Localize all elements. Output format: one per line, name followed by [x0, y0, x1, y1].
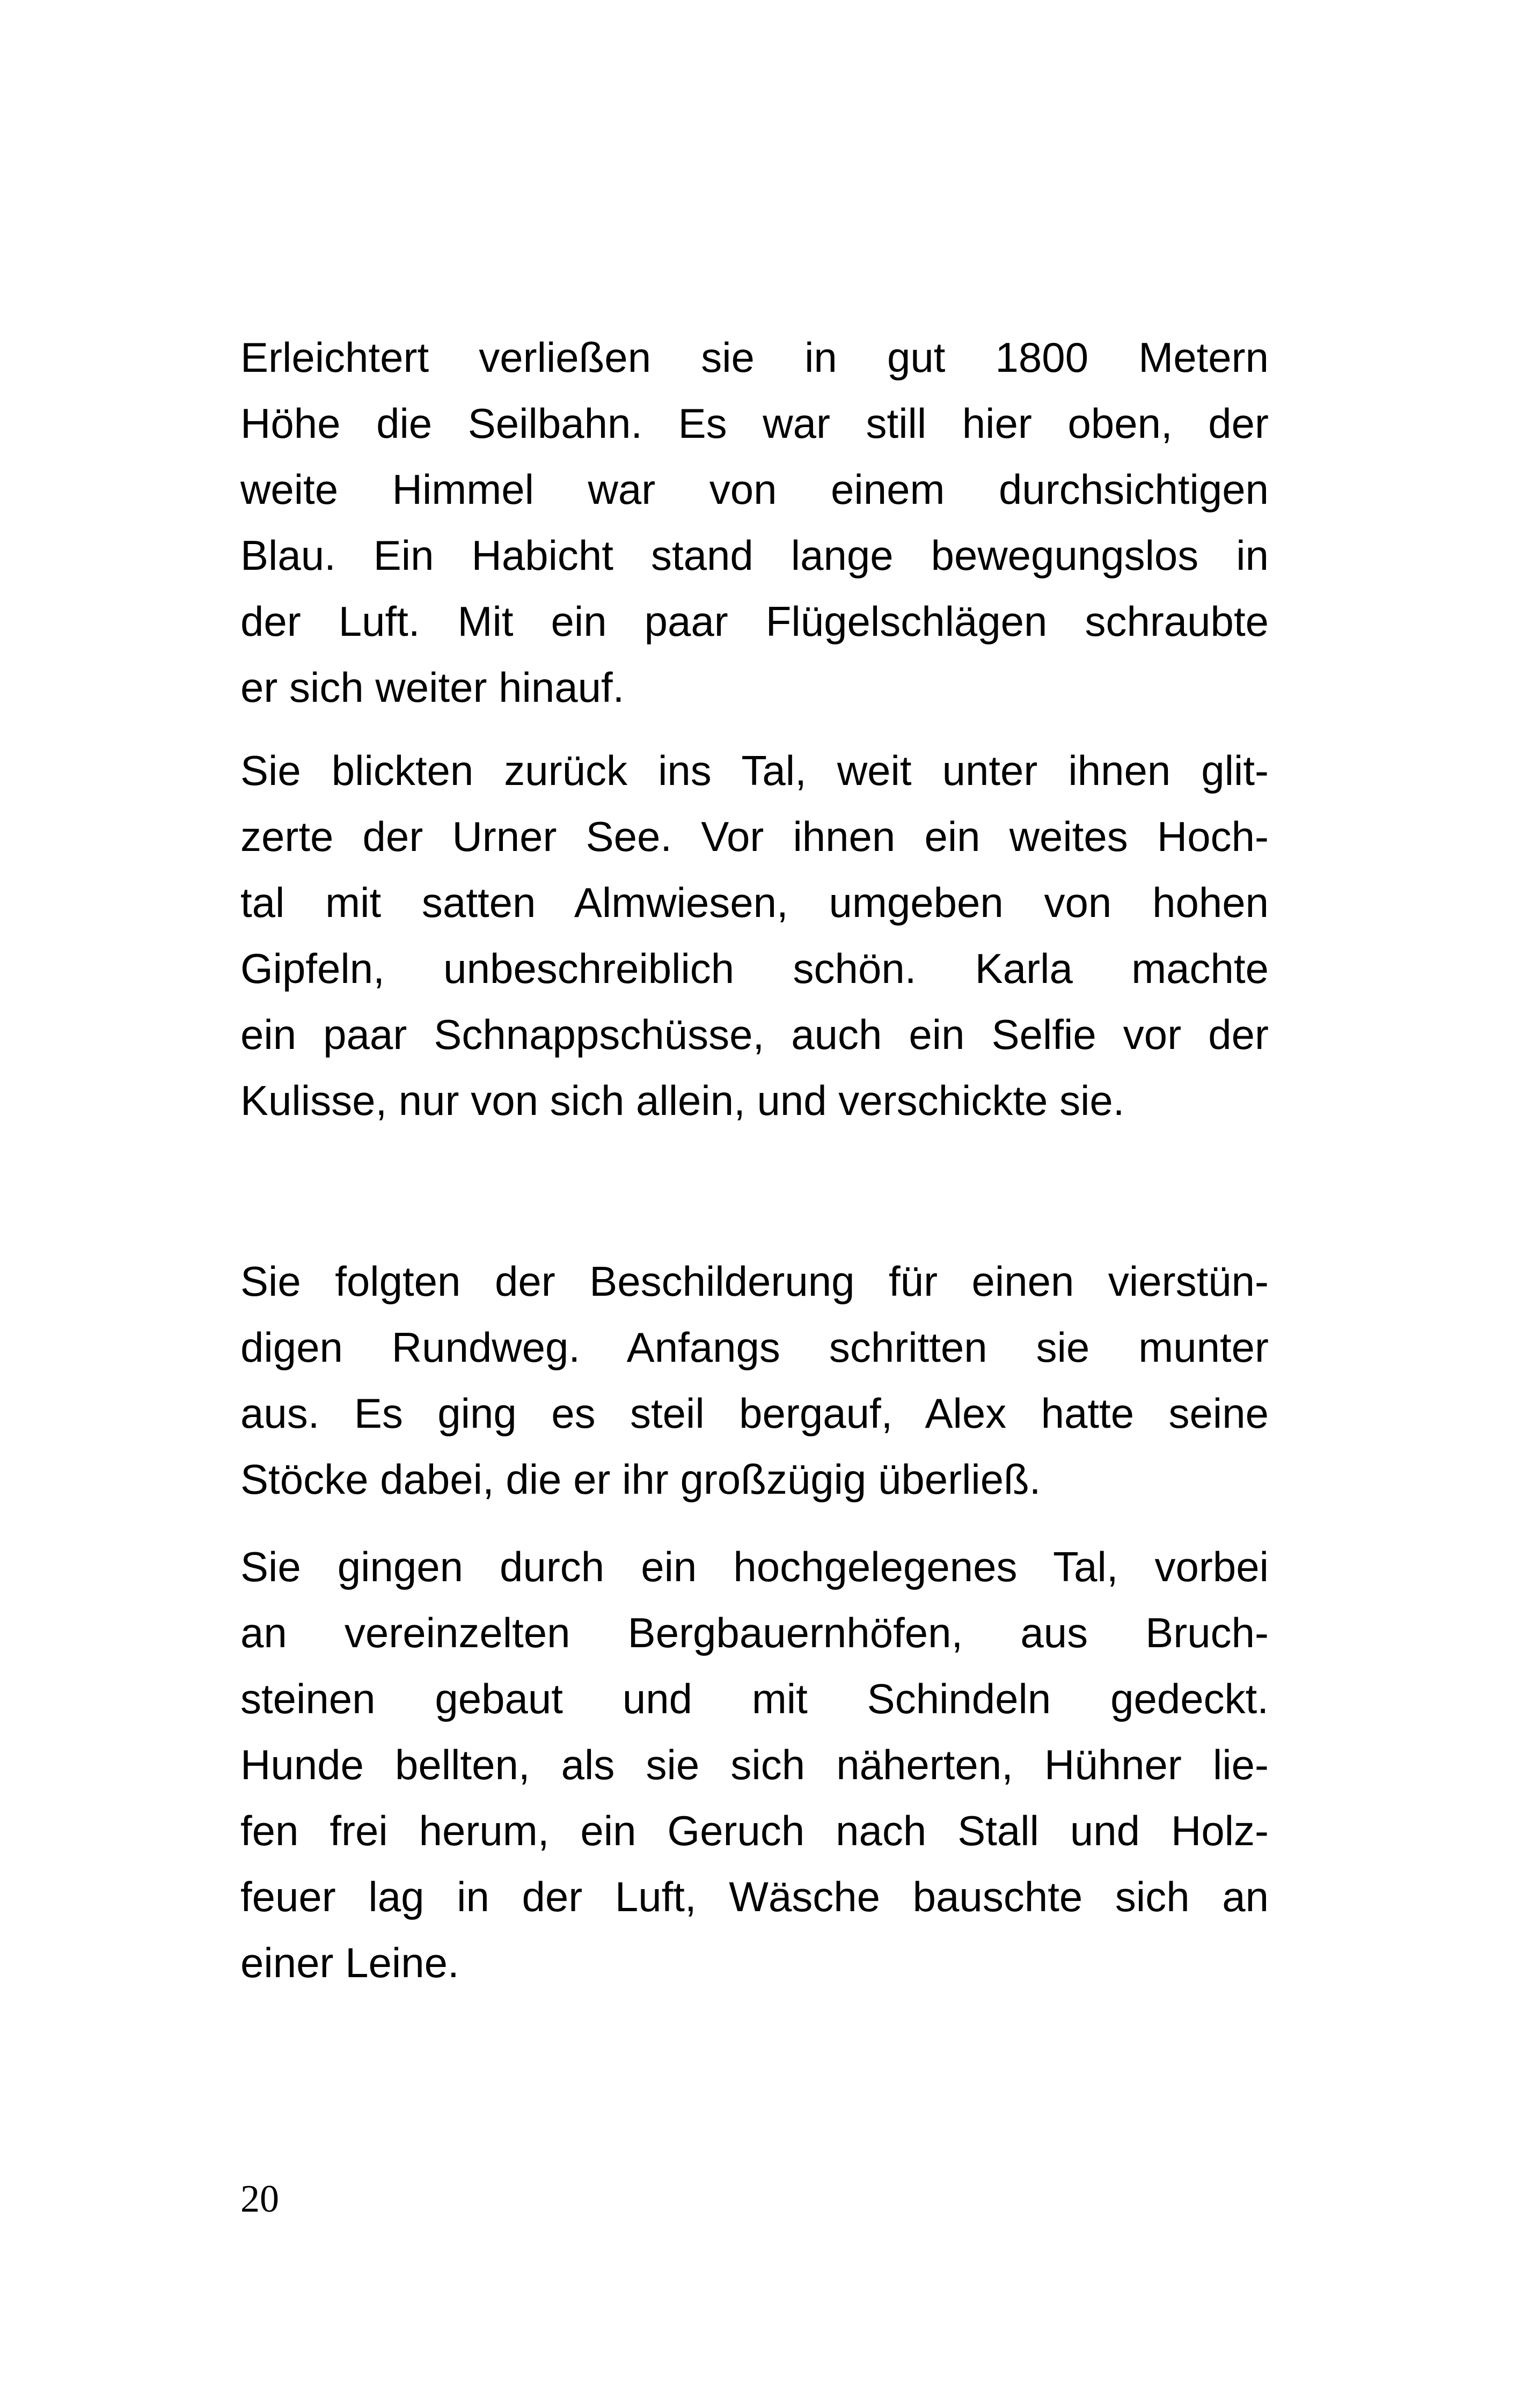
paragraph-1 [240, 325, 1269, 721]
text-line: Sie gingen durch ein hochgelegenes Tal, vorbei [240, 1543, 1269, 1590]
text-line: einer Leine. [240, 1939, 459, 1986]
text-line: feuer lag in der Luft, Wäsche bauschte sich an [240, 1873, 1269, 1920]
text-line: steinen gebaut und mit Schindeln gedeckt. [240, 1675, 1269, 1722]
paragraph-2 [240, 738, 1269, 1134]
text-line: an vereinzelten Bergbauernhöfen, aus Bruch- [240, 1609, 1269, 1656]
text-line: Stöcke dabei, die er ihr großzügig überließ. [240, 1456, 1041, 1503]
paragraph-4 [240, 1534, 1269, 1996]
text-line: Höhe die Seilbahn. Es war still hier oben, der [240, 400, 1269, 447]
text-line: zerte der Urner See. Vor ihnen ein weites Hoch- [240, 813, 1269, 860]
text-line: Blau. Ein Habicht stand lange bewegungslos in [240, 532, 1269, 579]
text-line: Hunde bellten, als sie sich näherten, Hühner lie- [240, 1741, 1269, 1788]
text-line: fen frei herum, ein Geruch nach Stall und Holz- [240, 1807, 1269, 1854]
text-line: Gipfeln, unbeschreiblich schön. Karla machte [240, 945, 1269, 992]
text-line: er sich weiter hinauf. [240, 664, 625, 711]
text-line: weite Himmel war von einem durchsichtigen [240, 466, 1269, 513]
page-number: 20 [240, 2177, 279, 2220]
text-line: Erleichtert verließen sie in gut 1800 Metern [240, 334, 1269, 381]
paragraph-3 [240, 1249, 1269, 1513]
text-line: digen Rundweg. Anfangs schritten sie munter [240, 1324, 1269, 1371]
text-line: tal mit satten Almwiesen, umgeben von hohen [240, 879, 1269, 926]
text-line: Sie blickten zurück ins Tal, weit unter ihnen glit- [240, 747, 1269, 794]
text-line: aus. Es ging es steil bergauf, Alex hatte seine [240, 1390, 1269, 1437]
text-line: der Luft. Mit ein paar Flügelschlägen schraubte [240, 598, 1269, 645]
text-line: Kulisse, nur von sich allein, und verschickte sie. [240, 1077, 1125, 1124]
text-line: Sie folgten der Beschilderung für einen vierstün- [240, 1258, 1269, 1305]
text-line: ein paar Schnappschüsse, auch ein Selfie vor der [240, 1011, 1269, 1058]
